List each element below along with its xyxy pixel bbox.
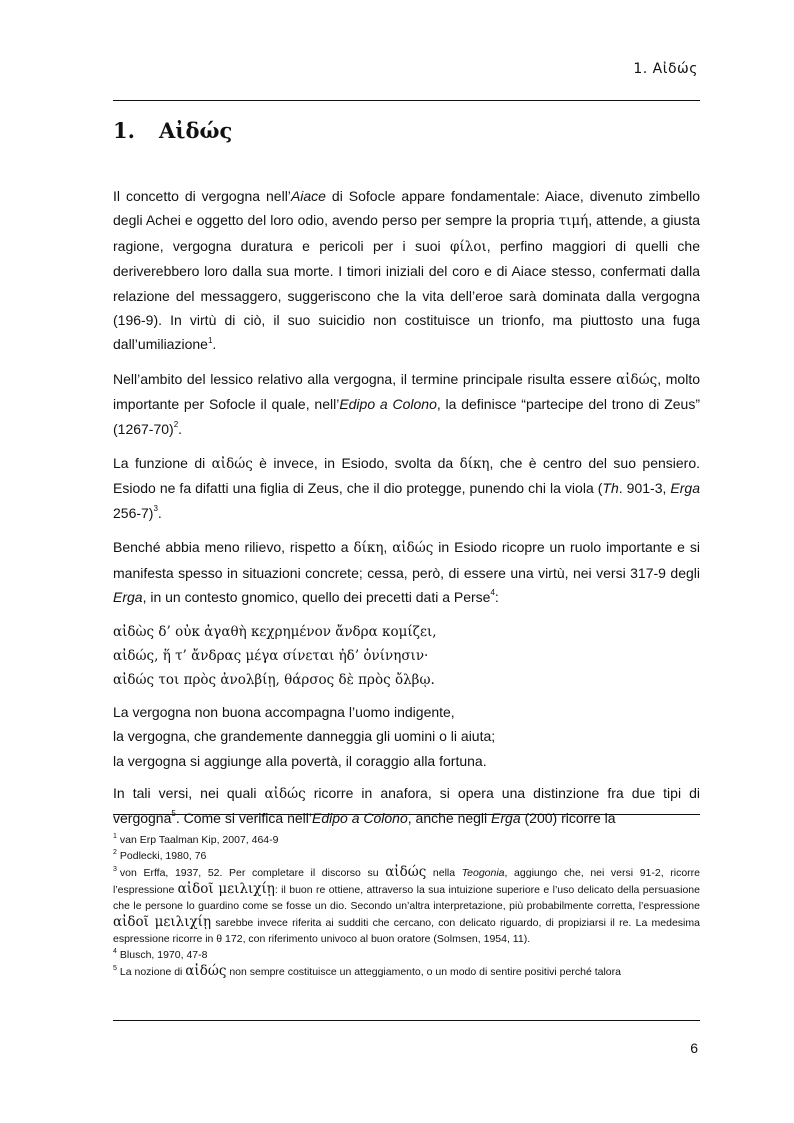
translation-line: la vergogna, che grandemente danneggia gli uomini o li aiuta; [113,728,496,745]
verse-line: αἰδώς τοι πρὸς ἀνολβίῃ, θάρσος δὲ πρὸς ὄλβῳ. [113,671,435,688]
footnote-ref[interactable]: 5 [171,809,176,819]
italic-title: Edipo a Colono [312,810,408,827]
chapter-number: 1. [113,118,135,143]
text-run: In tali versi, nei quali [113,784,265,801]
text-run: è invece, in Esiodo, svolta da [252,455,460,472]
text-run: : [494,589,499,606]
verse-line: αἰδώς, ἥ τ’ ἄνδρας μέγα σίνεται ἠδ’ ὀνίνησιν· [113,647,429,664]
footnote-text: von Erffa, 1937, 52. Per completare il discorso su [119,867,386,879]
footnote-3 [113,864,700,947]
italic-title: Erga [113,589,143,606]
text-run: La funzione di [113,455,212,472]
footnote-1 [113,832,700,848]
paragraph-2 [113,367,700,441]
verse-translation [113,700,700,773]
paragraph-4 [113,535,700,609]
running-header: 1. Αἰδώς [633,61,698,77]
text-run: 256-7) [113,504,154,521]
footnote-ref[interactable]: 4 [490,588,495,598]
text-run: , che è centro del suo pensiero. Esiodo ne fa difatti una figlia di Zeus, che il dio protegge, punendo chi la viola ( [113,455,701,497]
greek-term: αἰδώς [392,540,434,557]
chapter-heading [113,118,232,143]
body-text [113,184,700,841]
footnote-text: : il buon re ottiene, attraverso la sua intuizione superiore e l’uso delicato della persuasione che le persone lo guardino come se fosse un dio. Secondo un’altra interpretazione, più probabilmente corretta, l’espressione [113,884,700,912]
footnote-text: nella [426,867,462,879]
footnote-rule [113,814,700,815]
footnote-text: Podlecki, 1980, 76 [119,850,207,862]
text-run: , [383,539,393,556]
footnotes [113,832,700,980]
text-run: , la definisce “partecipe del trono di Zeus” (1267-70) [113,396,700,437]
paragraph-1 [113,184,700,357]
greek-term: φίλοι [450,238,487,255]
text-run: . [178,420,183,437]
greek-term: αἰδοῖ μειλιχίῃ [113,914,212,930]
footnote-ref[interactable]: 3 [153,504,158,514]
footnote-ref[interactable]: 2 [173,420,179,429]
text-run: , attende, a giusta ragione, vergogna duratura e pericoli per i suoi [113,212,700,254]
greek-term: αἰδώς [616,371,658,388]
greek-term: δίκη [353,540,384,557]
greek-term: αἰδώς [211,456,253,473]
chapter-title: Αἰδώς [159,118,233,143]
text-run: . [157,504,162,521]
text-run: Benché abbia meno rilievo, rispetto a [113,539,354,556]
footnote-text: La nozione di [119,966,186,978]
text-run: . [212,336,217,353]
footnote-text: non sempre costituisce un atteggiamento, o un modo di sentire positivi perché talora [226,966,621,978]
italic-title: Erga [491,810,521,827]
greek-term: δίκη [459,456,490,473]
italic-title: Th [602,480,619,497]
footer-rule [113,1020,700,1021]
footnote-text: sarebbe invece riferita ai sudditi che cercano, con delicato riguardo, di propiziarsi il re. La medesima espressione ricorre in θ 172, con riferimento univoco al buon oratore (Solmsen, 1954, 11). [113,917,700,945]
text-run: (200) ricorre la [520,810,616,827]
footnote-2 [113,848,700,864]
greek-term: αἰδώς [385,864,427,880]
translation-line: La vergogna non buona accompagna l’uomo indigente, [113,704,455,721]
paragraph-3 [113,451,700,525]
greek-term: τιμή [558,213,589,230]
text-run: . 901-3, [618,480,671,497]
footnote-text: Blusch, 1970, 47-8 [119,949,208,961]
footnote-number: 2 [113,848,117,856]
greek-term: αἰδώς [264,785,306,802]
header-rule [113,100,700,101]
text-run: Il concetto di vergogna nell’ [113,188,291,204]
footnote-ref[interactable]: 1 [207,335,213,345]
translation-line: la vergogna si aggiunge alla povertà, il coraggio alla fortuna. [113,752,487,769]
paragraph-5 [113,781,700,831]
footnote-4 [113,947,700,963]
italic-title: Edipo a Colono [339,396,437,413]
page-number: 6 [690,1040,698,1056]
footnote-text: , aggiungo che, nei versi 91-2, ricorre l’espressione [113,867,700,896]
text-run: di Sofocle appare fondamentale: Aiace, divenuto zimbello degli Achei e oggetto del loro odio, avendo perso per sempre la propria [113,188,700,229]
greek-verse-quote [113,620,700,693]
text-run: , molto importante per Sofocle il quale, nell’ [113,370,700,413]
footnote-number: 3 [113,865,117,873]
text-run: Nell’ambito del lessico relativo alla vergogna, il termine principale risulta essere [113,370,617,387]
text-run: . Come si verifica nell’ [175,810,312,827]
footnote-number: 5 [113,964,117,972]
italic-title: Erga [670,480,700,497]
italic-title: Teogonia [461,867,505,879]
greek-term: αἰδοῖ μειλιχίῃ [177,881,275,897]
footnote-number: 4 [113,947,117,955]
greek-term: αἰδώς [185,963,227,979]
footnote-number: 1 [113,832,117,840]
footnote-5 [113,963,700,980]
italic-title: Aiace [290,188,326,204]
verse-line: αἰδὼς δ’ οὐκ ἀγαθὴ κεχρημένον ἄνδρα κομίζει, [113,623,437,640]
text-run: , in un contesto gnomico, quello dei precetti dati a Perse [142,589,491,606]
footnote-text: van Erp Taalman Kip, 2007, 464-9 [119,834,279,846]
text-run: in Esiodo ricopre un ruolo importante e si manifesta spesso in situazioni concrete; cessa, però, di essere una virtù, nei versi 317-9 degli [113,539,701,581]
text-run: , perfino maggiori di quelli che deriverebbero loro dalla sua morte. I timori iniziali del coro e di Aiace stesso, confermati dalla relazione del messaggero, suggeriscono che la vita dell’eroe sarà dominata dalla vergogna (196-9). In virtù di ciò, il suo suicidio non costituisce un trionfo, ma piuttosto una fuga dall’umiliazione [113,237,700,353]
text-run: ricorre in anafora, si opera una distinzione fra due tipi di vergogna [113,784,701,827]
text-run: , anche negli [407,810,492,827]
